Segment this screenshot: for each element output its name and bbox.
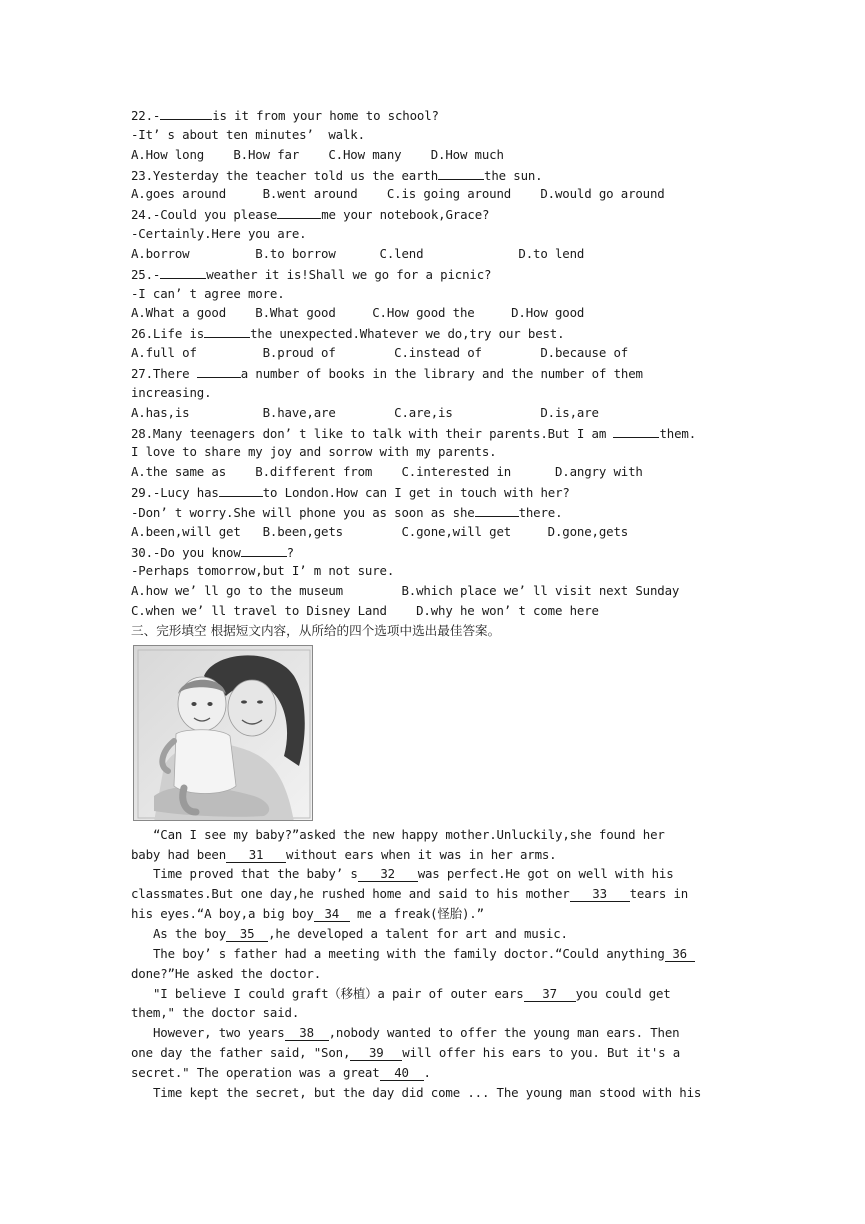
question-22: 22.- is it from your home to school? — [131, 105, 741, 125]
question-23: 23.Yesterday the teacher told us the earth the sun. — [131, 165, 741, 185]
passage-line: one day the father said, "Son, 39 will offer his ears to you. But it's a — [131, 1045, 681, 1061]
options: A.goes around B.went around C.is going around D.would go around — [131, 186, 665, 202]
question-24: 24.-Could you please me your notebook,Grace? — [131, 204, 741, 224]
answer-blank — [204, 323, 250, 338]
cloze-blank-34: 34 — [314, 907, 350, 922]
options: A.full of B.proud of C.instead of D.because of — [131, 345, 629, 361]
answer-blank — [277, 204, 321, 219]
section-heading: 三、完形填空 根据短文内容，从所给的四个选项中选出最佳答案。 — [131, 622, 501, 638]
cloze-blank-38: 38 — [285, 1026, 329, 1041]
options: A.the same as B.different from C.interested in D.angry with — [131, 464, 643, 480]
answer-blank — [613, 423, 659, 438]
answer-blank — [438, 165, 484, 180]
answer-line: increasing. — [131, 384, 212, 400]
answer-blank — [197, 363, 241, 378]
passage-line: However, two years 38 ,nobody wanted to offer the young man ears. Then — [153, 1025, 680, 1041]
answer-blank — [160, 264, 206, 279]
answer-blank — [160, 105, 212, 120]
answer-line: I love to share my joy and sorrow with my parents. — [131, 444, 497, 460]
cloze-blank-40: 40 — [380, 1066, 424, 1081]
passage-line: Time kept the secret, but the day did come ... The young man stood with his — [153, 1084, 702, 1100]
question-29: 29.-Lucy has to London.How can I get in touch with her? — [131, 482, 741, 502]
cloze-blank-36: 36 — [665, 947, 695, 962]
passage-line: done?”He asked the doctor. — [131, 965, 322, 981]
mother-and-baby-photo — [133, 645, 313, 821]
passage-line: secret." The operation was a great 40 . — [131, 1064, 431, 1080]
options: A.What a good B.What good C.How good the D.How good — [131, 305, 585, 321]
answer-blank — [241, 542, 287, 557]
passage-line: The boy’ s father had a meeting with the family doctor.“Could anything 36 — [131, 944, 741, 964]
cloze-blank-39: 39 — [350, 1046, 402, 1061]
passage-line: As the boy 35 ,he developed a talent for art and music. — [153, 926, 568, 941]
photo-illustration — [134, 646, 313, 821]
question-26: 26.Life is the unexpected.Whatever we do,try our best. — [131, 323, 741, 343]
cloze-blank-37: 37 — [524, 987, 576, 1002]
question-28: 28.Many teenagers don’ t like to talk with their parents.But I am them. — [131, 423, 741, 443]
passage-line: "I believe I could graft（移植）a pair of outer ears 37 you could get — [153, 985, 671, 1001]
cloze-blank-33: 33 — [570, 887, 630, 902]
options: C.when we’ ll travel to Disney Land D.why he won’ t come here — [131, 603, 599, 619]
cloze-blank-32: 32 — [358, 867, 418, 882]
answer-line: -It’ s about ten minutes’ walk. — [131, 126, 365, 142]
question-27: 27.There a number of books in the library and the number of them — [131, 363, 741, 383]
answer-line: -I can’ t agree more. — [131, 285, 285, 301]
options: A.borrow B.to borrow C.lend D.to lend — [131, 245, 585, 261]
options: A.has,is B.have,are C.are,is D.is,are — [131, 404, 599, 420]
options: A.how we’ ll go to the museum B.which place we’ ll visit next Sunday — [131, 583, 680, 599]
answer-line: -Don’ t worry.She will phone you as soon as she there. — [131, 502, 741, 522]
answer-blank — [475, 502, 519, 517]
answer-line: -Certainly.Here you are. — [131, 226, 307, 242]
options: A.been,will get B.been,gets C.gone,will get D.gone,gets — [131, 523, 629, 539]
options: A.How long B.How far C.How many D.How much — [131, 146, 504, 162]
answer-blank — [219, 482, 263, 497]
passage-line: classmates.But one day,he rushed home and said to his mother 33 tears in — [131, 886, 689, 902]
exam-page — [131, 105, 741, 1103]
passage-line: his eyes.“A boy,a big boy 34 me a freak(怪胎).” — [131, 906, 484, 922]
answer-line: -Perhaps tomorrow,but I’ m not sure. — [131, 563, 395, 579]
passage-line: Time proved that the baby’ s 32 was perfect.He got on well with his — [153, 866, 674, 882]
passage-line: them," the doctor said. — [131, 1005, 300, 1021]
cloze-blank-35: 35 — [226, 927, 268, 942]
question-25: 25.- weather it is!Shall we go for a picnic? — [131, 264, 741, 284]
cloze-blank-31: 31 — [226, 848, 286, 863]
passage-line: baby had been 31 without ears when it was in her arms. — [131, 846, 557, 862]
passage-line: “Can I see my baby?”asked the new happy mother.Unluckily,she found her — [153, 826, 665, 842]
question-30: 30.-Do you know ? — [131, 542, 741, 562]
